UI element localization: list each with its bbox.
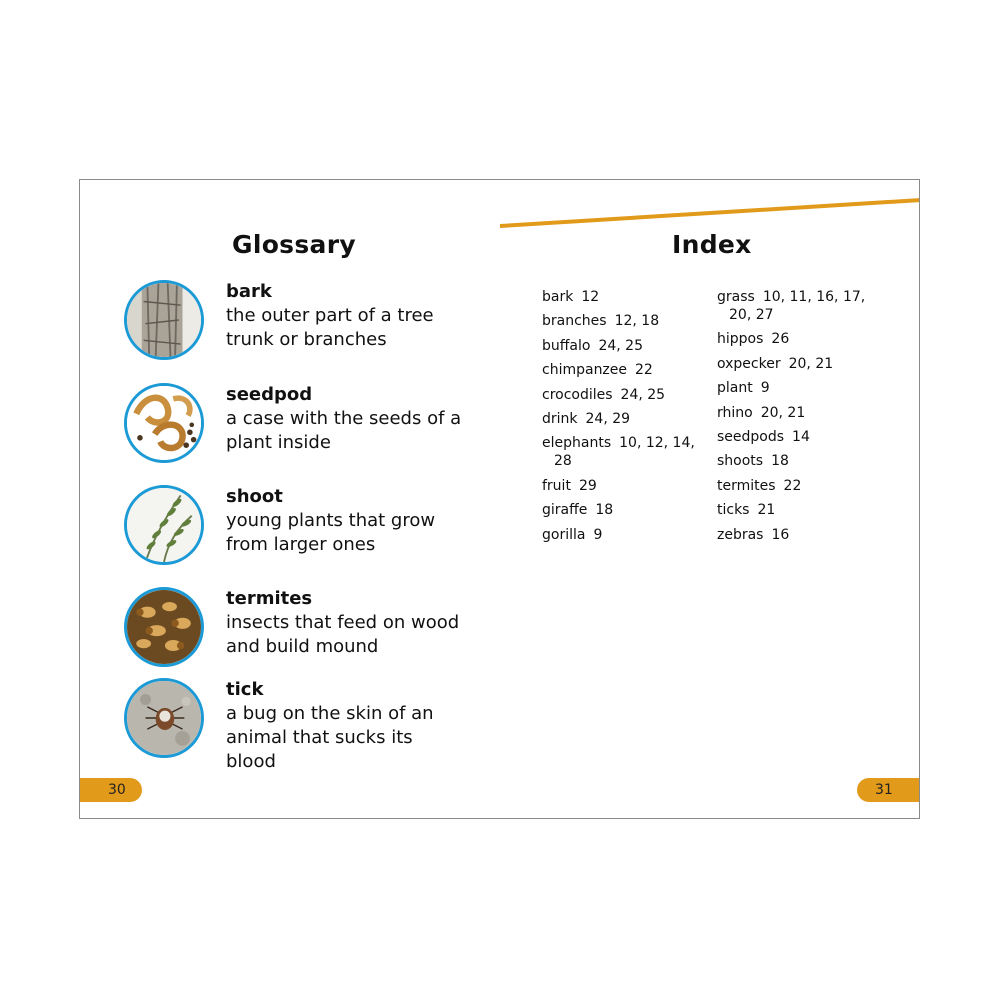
index-pages: 10, 11, 16, 17, 20, 27 bbox=[729, 289, 866, 323]
glossary-definition: the outer part of a tree trunk or branches bbox=[226, 305, 434, 350]
index-pages: 21 bbox=[757, 502, 776, 519]
index-entry bbox=[717, 330, 887, 348]
index-pages: 18 bbox=[771, 453, 789, 470]
termites-photo bbox=[124, 587, 204, 667]
index-word: bark bbox=[542, 289, 574, 305]
decorative-stripe bbox=[500, 196, 920, 230]
index-word: elephants bbox=[542, 435, 612, 452]
index-word: fruit bbox=[542, 477, 571, 494]
index-word: oxpecker bbox=[717, 355, 781, 372]
index-pages: 22 bbox=[783, 477, 802, 494]
index-entry bbox=[542, 434, 712, 470]
index-word: shoots bbox=[717, 453, 764, 470]
index-entry bbox=[542, 361, 712, 379]
seedpod-photo bbox=[124, 383, 204, 463]
index-pages: 24, 25 bbox=[598, 337, 643, 354]
page-number-left: 30 bbox=[80, 778, 142, 802]
index-word: crocodiles bbox=[542, 386, 613, 403]
glossary-term: termites bbox=[226, 588, 313, 609]
glossary-definition: insects that feed on wood and build mound bbox=[226, 612, 460, 657]
index-entry bbox=[717, 452, 887, 470]
glossary-term: tick bbox=[226, 679, 264, 700]
glossary-term: seedpod bbox=[226, 384, 313, 405]
index-word: drink bbox=[542, 410, 578, 427]
index-column-left bbox=[542, 288, 712, 550]
index-entry bbox=[717, 526, 887, 544]
book-spread bbox=[79, 179, 920, 819]
index-word: hippos bbox=[717, 331, 764, 348]
glossary-definition: a case with the seeds of a plant inside bbox=[226, 408, 462, 453]
glossary-entry-bark bbox=[124, 280, 484, 370]
index-pages: 22 bbox=[635, 362, 653, 379]
index-word: branches bbox=[542, 313, 607, 330]
index-word: plant bbox=[717, 380, 753, 397]
index-entry bbox=[717, 404, 887, 422]
glossary-definition: young plants that grow from larger ones bbox=[226, 510, 436, 555]
index-entry bbox=[717, 379, 887, 397]
glossary-entry-seedpod bbox=[124, 383, 484, 473]
index-word: giraffe bbox=[542, 502, 588, 519]
index-pages: 26 bbox=[771, 331, 790, 348]
index-pages: 18 bbox=[595, 502, 614, 519]
index-pages: 14 bbox=[792, 428, 810, 445]
index-title: Index bbox=[672, 230, 752, 259]
index-entry bbox=[717, 477, 887, 495]
glossary-entry-termites bbox=[124, 587, 484, 677]
index-entry bbox=[717, 355, 887, 373]
glossary-title: Glossary bbox=[232, 230, 356, 259]
index-pages: 16 bbox=[771, 526, 790, 543]
bark-photo bbox=[124, 280, 204, 360]
index-word: termites bbox=[717, 477, 776, 494]
index-word: chimpanzee bbox=[542, 362, 628, 379]
index-pages: 9 bbox=[760, 380, 770, 397]
index-pages: 24, 29 bbox=[585, 410, 631, 427]
index-entry bbox=[542, 288, 712, 306]
index-pages: 24, 25 bbox=[620, 386, 666, 403]
index-pages: 29 bbox=[578, 477, 597, 494]
index-entry bbox=[717, 288, 887, 324]
index-column-right bbox=[717, 288, 887, 550]
index-word: rhino bbox=[717, 404, 753, 421]
index-pages: 12, 18 bbox=[614, 313, 660, 330]
index-entry bbox=[542, 501, 712, 519]
glossary-term: shoot bbox=[226, 486, 283, 507]
index-word: grass bbox=[717, 289, 755, 305]
page-number-right: 31 bbox=[857, 778, 919, 802]
index-entry bbox=[717, 501, 887, 519]
index-pages: 10, 12, 14, 28 bbox=[554, 435, 695, 470]
glossary-entry-tick bbox=[124, 679, 484, 775]
index-word: buffalo bbox=[542, 337, 591, 354]
glossary-definition: a bug on the skin of an animal that sucks its blood bbox=[226, 703, 434, 772]
index-entry bbox=[542, 386, 712, 404]
index-word: ticks bbox=[717, 502, 750, 519]
index-entry bbox=[542, 477, 712, 495]
shoot-photo bbox=[124, 485, 204, 565]
index-word: gorilla bbox=[542, 526, 586, 543]
tick-photo bbox=[124, 678, 204, 758]
index-entry bbox=[542, 410, 712, 428]
glossary-term: bark bbox=[226, 281, 272, 302]
index-pages: 20, 21 bbox=[760, 404, 806, 421]
glossary-entry-shoot bbox=[124, 485, 484, 575]
index-entry bbox=[542, 526, 712, 544]
index-entry bbox=[542, 337, 712, 355]
index-word: seedpods bbox=[717, 428, 785, 445]
index-entry bbox=[542, 312, 712, 330]
index-pages: 20, 21 bbox=[788, 355, 834, 372]
index-pages: 9 bbox=[593, 526, 603, 543]
index-entry bbox=[717, 428, 887, 446]
index-pages: 12 bbox=[581, 289, 600, 305]
index-word: zebras bbox=[717, 526, 764, 543]
